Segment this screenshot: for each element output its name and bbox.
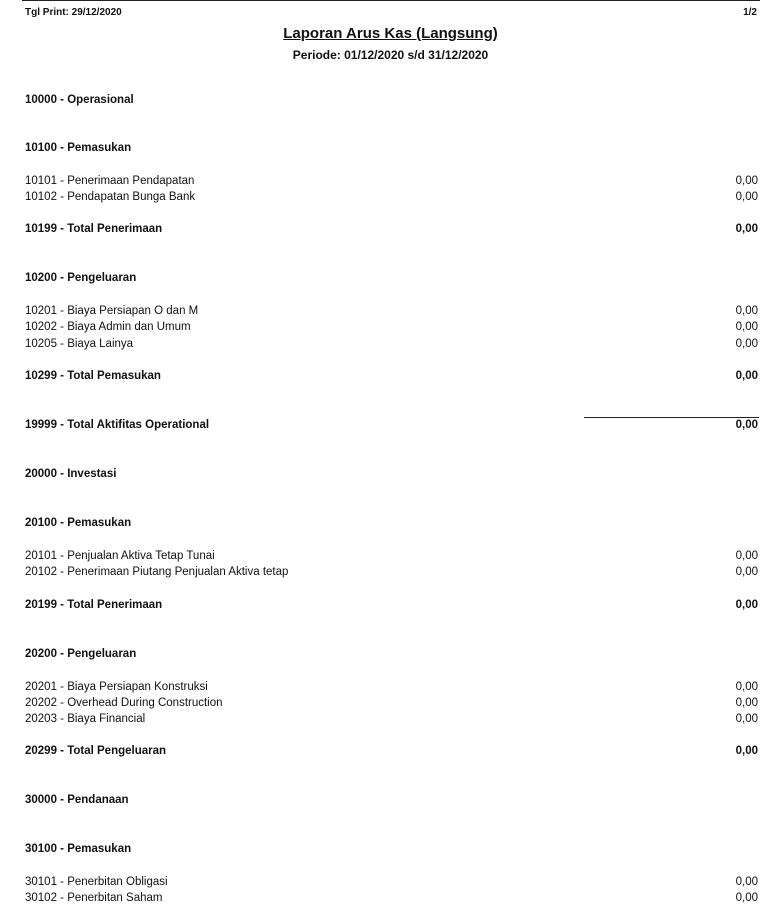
report-row	[25, 875, 758, 889]
report-row	[25, 222, 758, 236]
report-row	[25, 696, 758, 710]
account-amount: 0,00	[735, 892, 758, 904]
report-row	[25, 174, 758, 188]
account-amount: 0,00	[735, 566, 758, 578]
print-date: Tgl Print: 29/12/2020	[25, 7, 122, 18]
account-label: 10205 - Biaya Lainya	[25, 338, 134, 350]
report-period: Periode: 01/12/2020 s/d 31/12/2020	[292, 48, 489, 62]
account-amount: 0,00	[735, 223, 758, 235]
account-amount: 0,00	[735, 697, 758, 709]
account-label: 10100 - Pemasukan	[25, 142, 132, 154]
account-amount: 0,00	[735, 191, 758, 203]
report-row	[25, 190, 758, 204]
account-amount: 0,00	[735, 599, 758, 611]
account-label: 10299 - Total Pemasukan	[25, 370, 161, 382]
account-label: 20201 - Biaya Persiapan Konstruksi	[25, 681, 208, 693]
report-row	[25, 271, 758, 285]
report-row	[25, 842, 758, 856]
account-amount: 0,00	[735, 419, 758, 431]
report-row	[25, 680, 758, 694]
report-row	[25, 304, 758, 318]
account-label: 19999 - Total Aktifitas Operational	[25, 419, 210, 431]
report-row	[25, 647, 758, 661]
report-row	[25, 565, 758, 579]
account-label: 10200 - Pengeluaran	[25, 272, 137, 284]
account-label: 20200 - Pengeluaran	[25, 648, 137, 660]
account-label: 10101 - Penerimaan Pendapatan	[25, 175, 195, 187]
account-amount: 0,00	[735, 175, 758, 187]
account-amount: 0,00	[735, 305, 758, 317]
report-row	[25, 712, 758, 726]
account-amount: 0,00	[735, 713, 758, 725]
account-label: 20000 - Investasi	[25, 468, 117, 480]
account-label: 30000 - Pendanaan	[25, 794, 129, 806]
report-row	[25, 93, 758, 107]
report-row	[25, 320, 758, 334]
report-row	[25, 141, 758, 155]
account-label: 20100 - Pemasukan	[25, 517, 132, 529]
subtotal-rule	[584, 417, 759, 418]
account-label: 30101 - Penerbitan Obligasi	[25, 876, 168, 888]
account-amount: 0,00	[735, 745, 758, 757]
account-label: 20203 - Biaya Financial	[25, 713, 146, 725]
report-row	[25, 549, 758, 563]
account-amount: 0,00	[735, 338, 758, 350]
report-row	[25, 467, 758, 481]
page-number: 1/2	[743, 7, 757, 18]
account-label: 10202 - Biaya Admin dan Umum	[25, 321, 191, 333]
account-label: 10102 - Pendapatan Bunga Bank	[25, 191, 196, 203]
report-row	[25, 337, 758, 351]
account-label: 20299 - Total Pengeluaran	[25, 745, 167, 757]
account-label: 30102 - Penerbitan Saham	[25, 892, 163, 904]
account-label: 20202 - Overhead During Construction	[25, 697, 223, 709]
report-row	[25, 793, 758, 807]
account-amount: 0,00	[735, 550, 758, 562]
account-label: 10000 - Operasional	[25, 94, 134, 106]
report-row	[25, 744, 758, 758]
account-amount: 0,00	[735, 876, 758, 888]
account-label: 10201 - Biaya Persiapan O dan M	[25, 305, 199, 317]
top-rule	[22, 0, 760, 1]
report-row	[25, 516, 758, 530]
report-row	[25, 369, 758, 383]
report-row	[25, 418, 758, 432]
account-label: 20199 - Total Penerimaan	[25, 599, 163, 611]
report-row	[25, 598, 758, 612]
account-label: 10199 - Total Penerimaan	[25, 223, 163, 235]
account-label: 30100 - Pemasukan	[25, 843, 132, 855]
account-amount: 0,00	[735, 370, 758, 382]
account-label: 20101 - Penjualan Aktiva Tetap Tunai	[25, 550, 215, 562]
report-title: Laporan Arus Kas (Langsung)	[283, 25, 498, 42]
account-label: 20102 - Penerimaan Piutang Penjualan Aktiva tetap	[25, 566, 289, 578]
account-amount: 0,00	[735, 681, 758, 693]
report-row	[25, 891, 758, 905]
account-amount: 0,00	[735, 321, 758, 333]
